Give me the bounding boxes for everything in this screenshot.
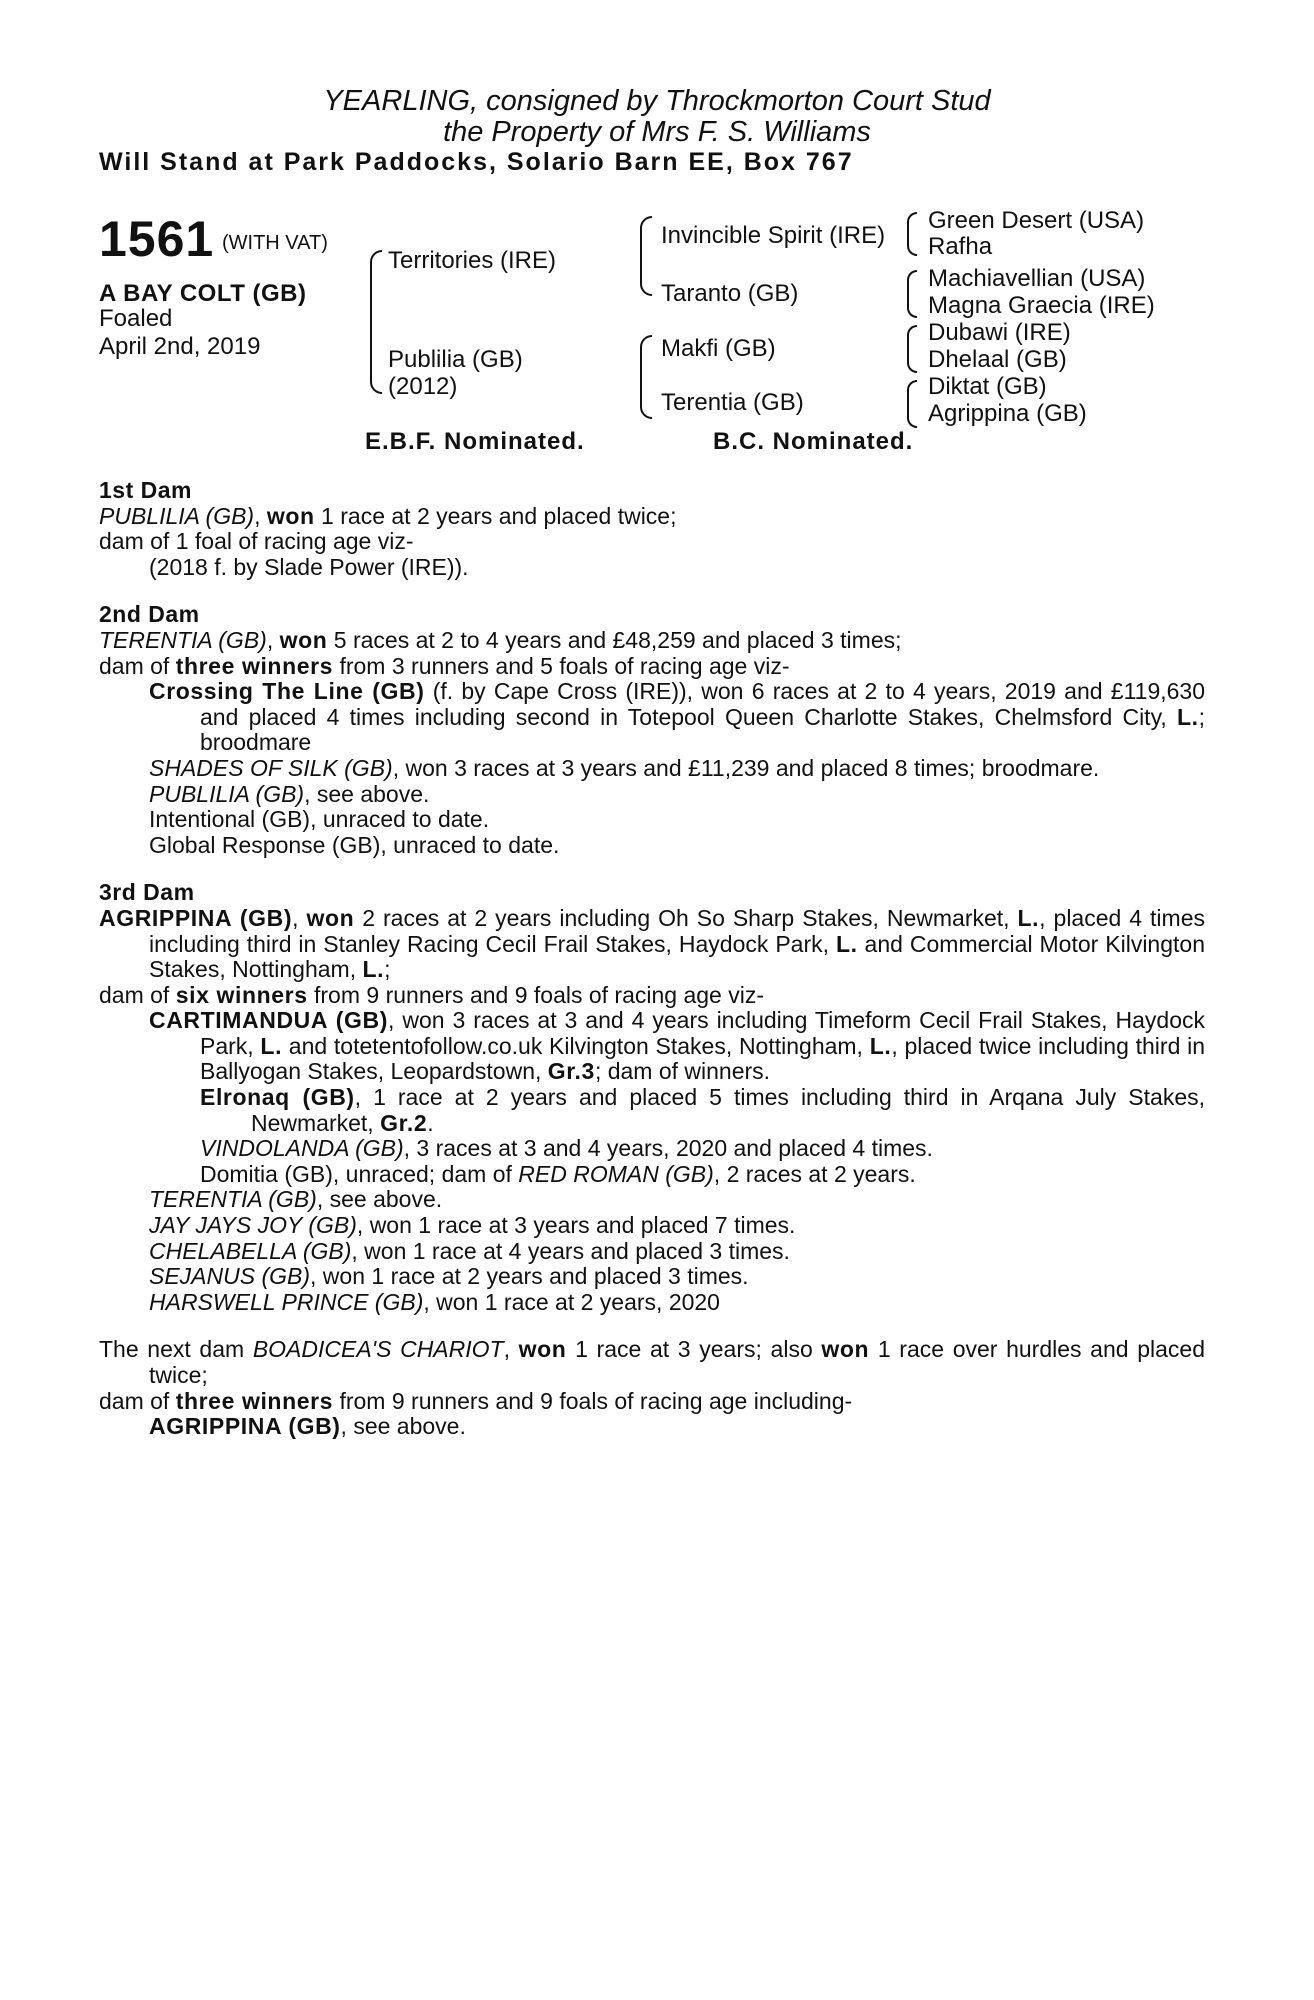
second-dam-produce-5: Global Response (GB), unraced to date. (149, 831, 560, 858)
dam-year: (2012) (388, 373, 458, 400)
first-dam-name: PUBLILIA (GB) (99, 502, 255, 529)
foaled-date: April 2nd, 2019 (99, 333, 261, 360)
next-dam-produce-1: AGRIPPINA (GB), see above. (149, 1413, 466, 1440)
lot-description: A BAY COLT (GB) (99, 280, 307, 307)
foaled-label: Foaled (99, 305, 173, 332)
first-dam-record: 1 race at 2 years and placed twice; (314, 502, 677, 529)
ss-sire: Green Desert (USA) (928, 207, 1145, 234)
third-dam-grandchild-1: Elronaq (GB), 1 race at 2 years and placed 5 times including third in Arqana July Stakes, Newmarket, Gr.2. (200, 1084, 1205, 1136)
winners-count: three winners (175, 652, 334, 679)
second-dam-produce-4: Intentional (GB), unraced to date. (149, 806, 490, 833)
pedigree-brace-sd (907, 270, 917, 318)
vat-label: (WITH VAT) (222, 232, 328, 254)
sd-dam: Magna Graecia (IRE) (928, 292, 1155, 319)
property-line: the Property of Mrs F. S. Williams (443, 116, 871, 148)
sire-dam: Taranto (GB) (661, 280, 799, 307)
progeny-name: Crossing The Line (GB) (149, 678, 425, 705)
second-dam-produce-1: Crossing The Line (GB) (f. by Cape Cross (IRE)), won 6 races at 2 to 4 years, 2019 and £119,630 and placed 4 times including second in Totepool Queen Charlotte Stakes, Chelmsford City, L.; broodmare (149, 678, 1205, 756)
pedigree-brace-dam (640, 335, 652, 419)
pedigree-brace-gen1 (370, 250, 382, 394)
sire-sire: Invincible Spirit (IRE) (661, 222, 886, 249)
sd-sire: Machiavellian (USA) (928, 265, 1146, 292)
catalogue-body (99, 478, 1205, 1440)
third-dam-title: 3rd Dam (99, 879, 195, 906)
second-dam-produce-2: SHADES OF SILK (GB), won 3 races at 3 years and £11,239 and placed 8 times; broodmare. (149, 754, 1100, 781)
won-label: won (279, 626, 328, 653)
pedigree-brace-ss (907, 212, 917, 256)
ds-dam: Dhelaal (GB) (928, 346, 1067, 373)
first-dam-title: 1st Dam (99, 477, 192, 503)
location-line: Will Stand at Park Paddocks, Solario Barn EE, Box 767 (99, 148, 854, 176)
second-dam-produce-intro: dam of three winners from 3 runners and 5 foals of racing age viz- (99, 652, 790, 679)
first-dam-line (99, 504, 1205, 530)
next-dam-produce-intro: dam of three winners from 9 runners and 9 foals of racing age including- (99, 1387, 853, 1414)
won-label: won (266, 502, 315, 529)
ss-dam: Rafha (928, 233, 993, 260)
second-dam-record: 5 races at 2 to 4 years and £48,259 and placed 3 times; (327, 626, 902, 653)
ds-sire: Dubawi (IRE) (928, 319, 1071, 346)
third-dam-produce-4: CHELABELLA (GB), won 1 race at 4 years and placed 3 times. (149, 1237, 790, 1264)
first-dam-produce-1: (2018 f. by Slade Power (IRE)). (149, 553, 469, 580)
dam-dam: Terentia (GB) (661, 389, 804, 416)
consignor-line: YEARLING, consigned by Throckmorton Court Stud (323, 85, 991, 117)
second-dam-produce-3: PUBLILIA (GB), see above. (149, 780, 430, 807)
third-dam-grandchild-2: VINDOLANDA (GB), 3 races at 3 and 4 years, 2020 and placed 4 times. (200, 1135, 933, 1162)
dd-dam: Agrippina (GB) (928, 400, 1087, 427)
third-dam-produce-intro: dam of six winners from 9 runners and 9 foals of racing age viz- (99, 981, 765, 1008)
ebf-nominated: E.B.F. Nominated. (365, 428, 585, 455)
sire-name: Territories (IRE) (388, 247, 557, 274)
dd-sire: Diktat (GB) (928, 373, 1047, 400)
dam-sire: Makfi (GB) (661, 335, 776, 362)
third-dam-grandchild-3: Domitia (GB), unraced; dam of RED ROMAN (GB), 2 races at 2 years. (200, 1160, 916, 1187)
next-dam-line: The next dam BOADICEA'S CHARIOT, won 1 race at 3 years; also won 1 race over hurdles and placed twice; (99, 1336, 1205, 1388)
third-dam-line: AGRIPPINA (GB), won 2 races at 2 years including Oh So Sharp Stakes, Newmarket, L., placed 4 times including third in Stanley Racing Cecil Frail Stakes, Haydock Park, L. and Commercial Motor Kilvington Stakes, Nottingham, L.; (99, 904, 1205, 983)
third-dam-produce-6: HARSWELL PRINCE (GB), won 1 race at 2 years, 2020 (149, 1288, 720, 1315)
second-dam-line: TERENTIA (GB), won 5 races at 2 to 4 years and £48,259 and placed 3 times; (99, 626, 902, 653)
third-dam-produce-2: TERENTIA (GB), see above. (149, 1186, 443, 1213)
third-dam-produce-5: SEJANUS (GB), won 1 race at 2 years and placed 3 times. (149, 1263, 749, 1290)
second-dam-title: 2nd Dam (99, 601, 200, 628)
pedigree-brace-ds (907, 325, 917, 373)
dam-name: Publilia (GB) (388, 346, 523, 373)
third-dam-produce-1: CARTIMANDUA (GB), won 3 races at 3 and 4 years including Timeform Cecil Frail Stakes, Haydock Park, L. and totetentofollow.co.uk Kilvington Stakes, Nottingham, L., placed twice including third in Ballyogan Stakes, Leopardstown, Gr.3; dam of winners. (149, 1007, 1205, 1085)
pedigree-brace-sire (640, 216, 652, 296)
lot-number: 1561 (99, 211, 215, 267)
third-dam-produce-3: JAY JAYS JOY (GB), won 1 race at 3 years and placed 7 times. (149, 1212, 796, 1239)
pedigree-brace-dd (907, 380, 917, 428)
second-dam-name: TERENTIA (GB) (99, 626, 267, 653)
comma: , (254, 502, 267, 529)
first-dam-produce-intro: dam of 1 foal of racing age viz- (99, 528, 414, 555)
bc-nominated: B.C. Nominated. (713, 428, 914, 455)
